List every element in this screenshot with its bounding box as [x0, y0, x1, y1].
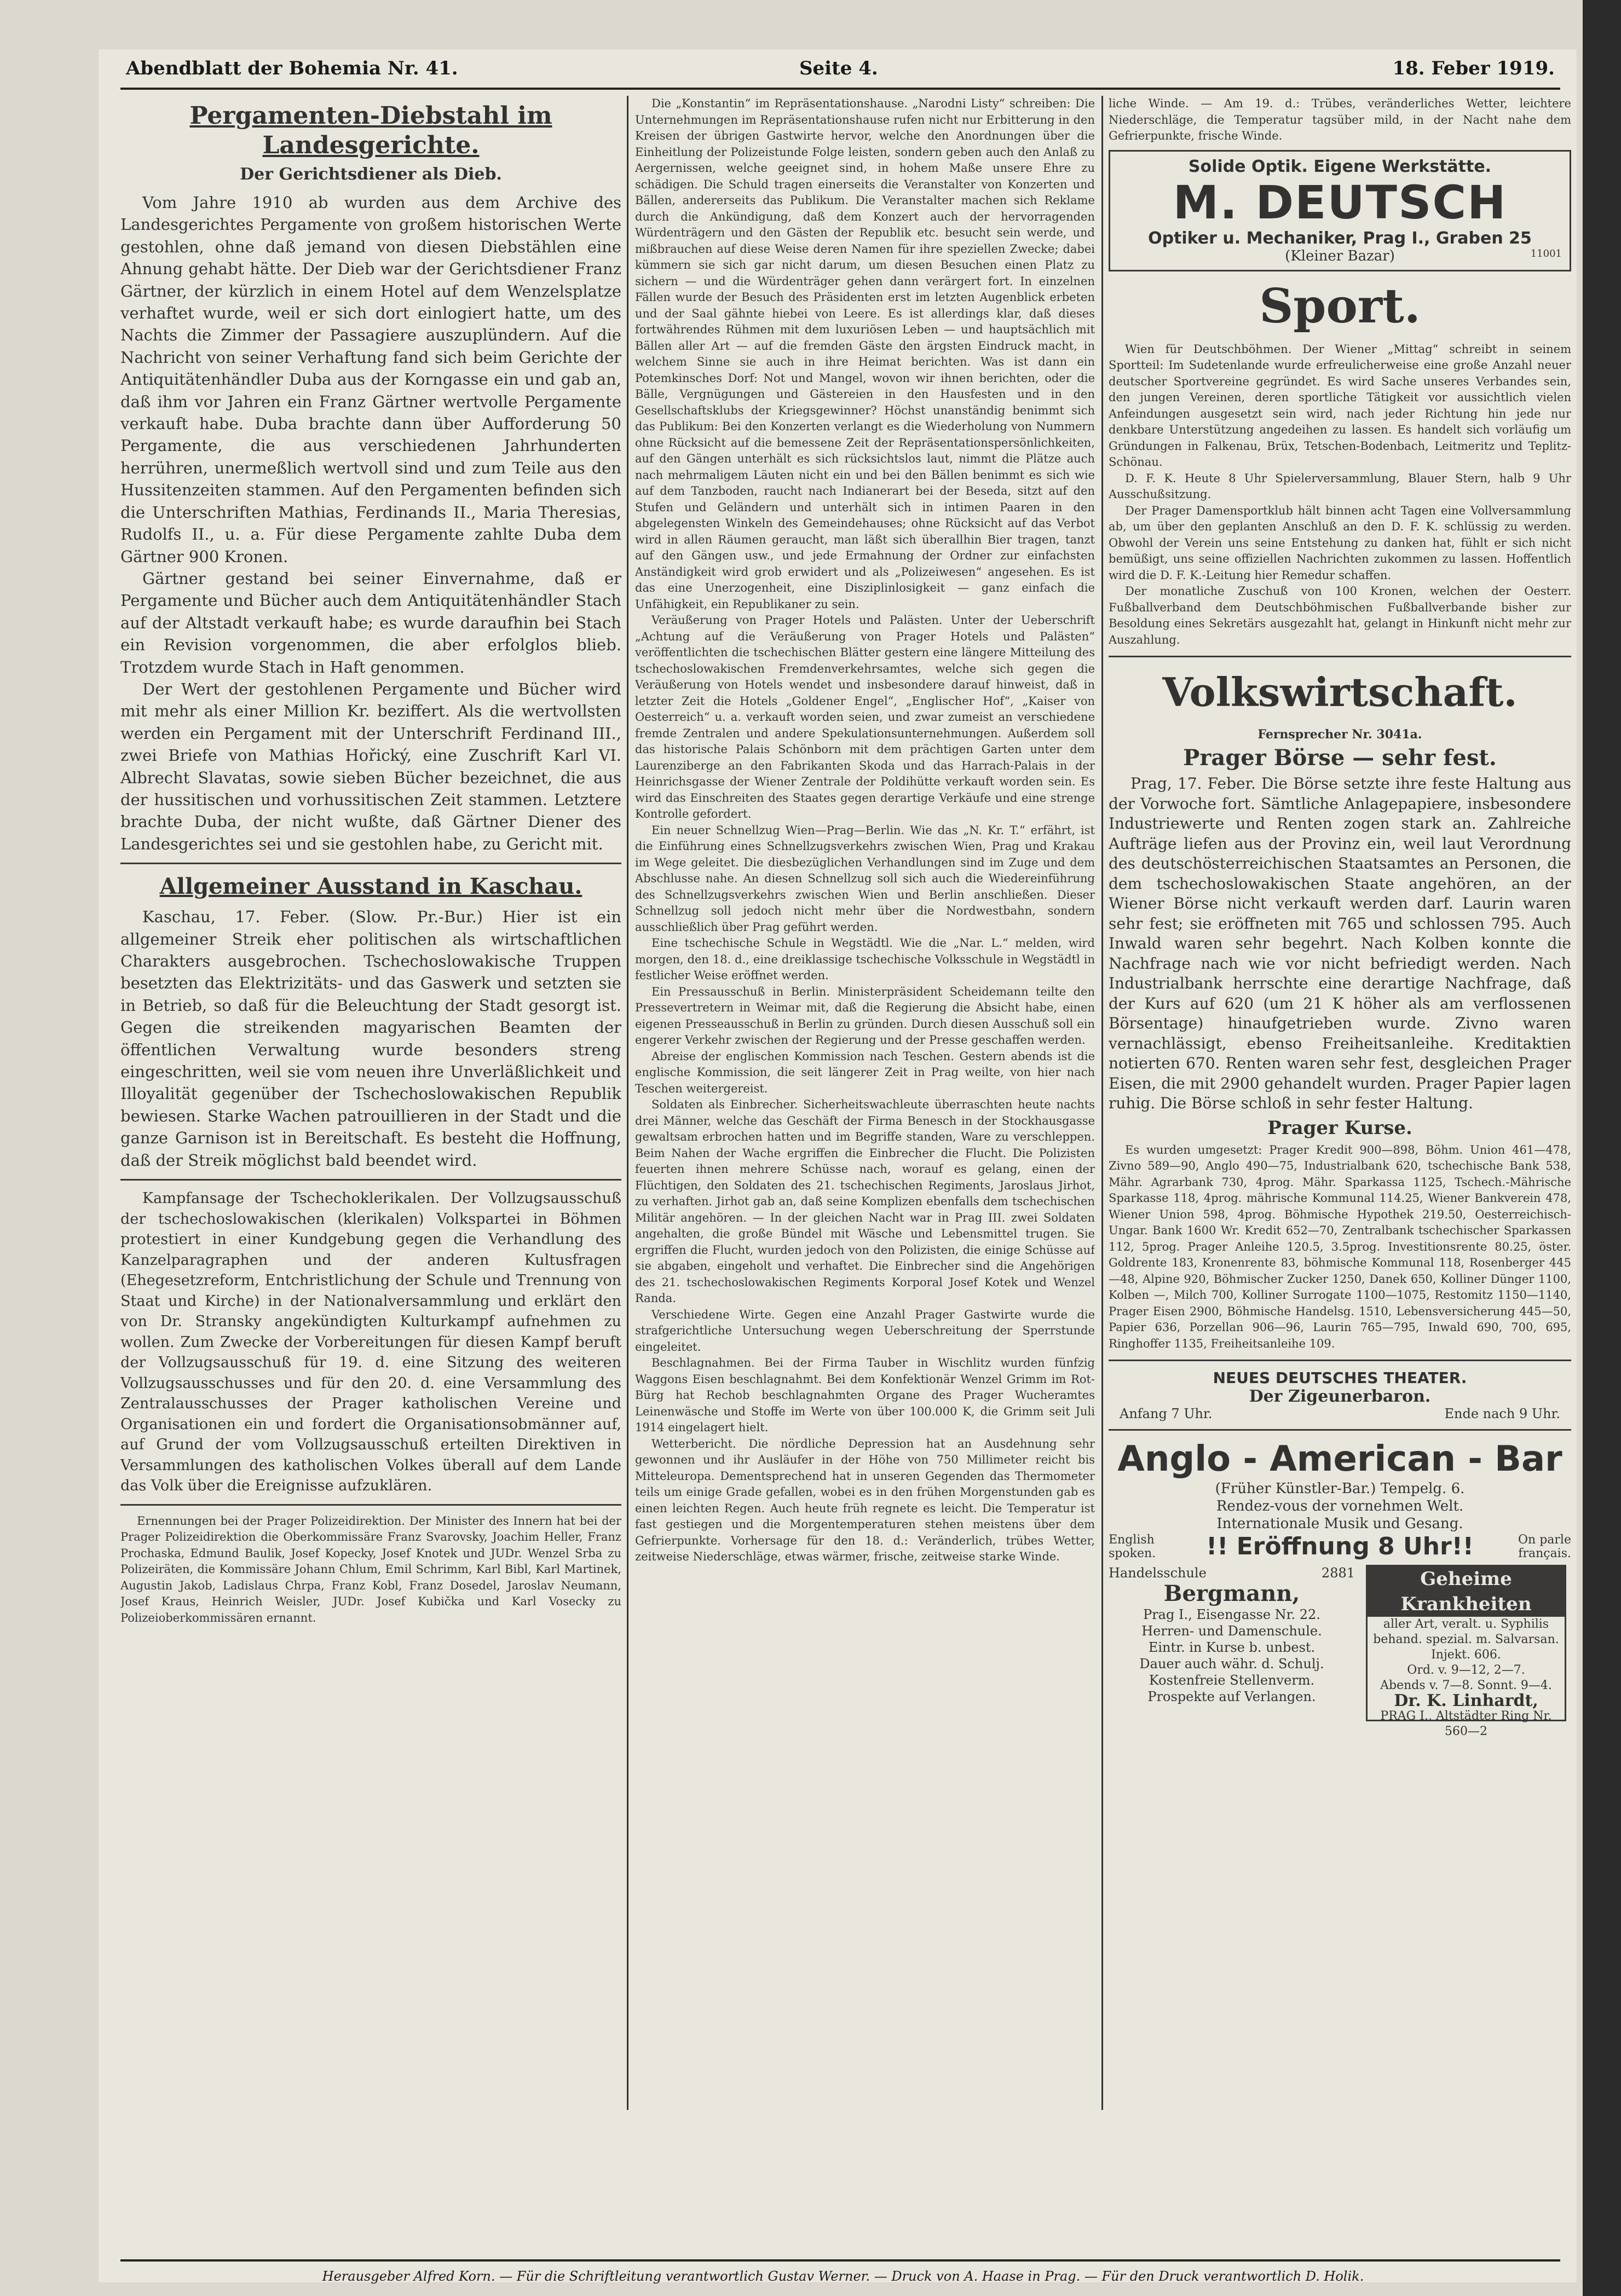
news-item: Eine tschechische Schule in Wegstädtl. Wie die „Nar. L.“ melden, wird morgen, den 18. d., eine dreiklassige tschechische Volksschule in Wegstädtl in festlicher Weise eröffnet werden. [635, 936, 1095, 982]
ad-anglo-french: On parle français. [1518, 1532, 1571, 1560]
article-body-ernennungen [120, 1513, 621, 1627]
paragraph: Es wurden umgesetzt: Prager Kredit 900—898, Böhm. Union 461—478, Zivno 589—90, Anglo 490—75, Industrialbank 620, tschechische Bank 538, Mähr. Agrarbank 730, 4prog. Mähr. Sparkassa 1125, Tschech.-Mährische Sparkasse 118, 4prog. mährische Kommunal 114.25, Wiener Bankverein 478, Wiener Union 598, 4prog. Böhmische Hypothek 219.50, Oesterreichisch-Ungar. Bank 1600 Wr. Kredit 652—70, Zentralbank tschechischer Sparkassen 112, 5prog. Prager Anleihe 120.5, 3.5prog. Investitionsrente 80.25, öster. Goldrente 183, Kronenrente 83, böhmische Kommunal 118, Rosenberger 445—48, Alpine 920, Böhmischer Zucker 1250, Danek 650, Kolliner Dünger 1100, Kolben —, Milch 700, Kolliner Surrogate 1100—1075, Restomitz 1150—1140, Prager Eisen 2900, Böhmische Handelsg. 1510, Lebensversicherung 445—50, Papier 636, Porzellan 906—96, Laurin 765—795, Inwald 690, 700, 695, Ringhoffer 1135, Freiheitsanleihe 109. [1109, 1143, 1571, 1350]
boerse-title: Prager Börse — sehr fest. [1183, 745, 1497, 771]
ad-anglo-line2: Rendez-vous der vornehmen Welt. [1216, 1498, 1464, 1514]
news-item: Verschiedene Wirte. Gegen eine Anzahl Prager Gastwirte wurde die strafgerichtliche Untersuchung wegen Ueberschreitung der Sperrstunde eingeleitet. [635, 1308, 1095, 1354]
header-center: Seite 4. [799, 57, 878, 79]
article-title-pergamente: Pergamenten-Diebstahl im Landesgerichte. [189, 102, 552, 159]
ad-deutsch-code: 11001 [1530, 247, 1562, 259]
paragraph: Kaschau, 17. Feber. (Slow. Pr.-Bur.) Hier ist ein allgemeiner Streik eher politischen als wirtschaftlichen Charakters ausgebrochen. Tschechoslowakische Truppen besetzten das Elektrizitäts- und das Gaswerk und setzten sie in Betrieb, so daß für die Beleuchtung der Stadt gesorgt ist. Gegen die streikenden magyarischen Beamten der öffentlichen Verwaltung wurde besonders streng eingeschritten, weil sie vom neuen ihre Unverläßlichkeit und Illoyalität gegenüber der Tschechoslowakischen Republik bewiesen. Starke Wachen patrouillieren in der Stadt und die ganze Garnison ist in Bereitschaft. Es besteht die Hoffnung, daß der Streik möglichst bald beendet wird. [120, 907, 621, 1170]
header-left: Abendblatt der Bohemia Nr. 41. [126, 57, 458, 79]
ad-handel-line: Dauer auch währ. d. Schulj. [1139, 1656, 1324, 1672]
news-item: Die „Konstantin“ im Repräsentationshause. „Narodni Listy“ schreiben: Die Unternehmungen im Repräsentationshause rufen nicht nur Erbitterung in den Kreisen der übrigen Gastwirte hervor, welche den Anordnungen über die Einheitlung der Polizeistunde Folge leisten, sondern geben auch den Anlaß zu Aergernissen, welche geeignet sind, in hohem Maße unsere Ehre zu schädigen. Die Schuld tragen einerseits die Veranstalter von Konzerten und Bällen, andererseits das Publikum. Die Veranstalter machen sich Reklame durch die Ankündigung, daß dem Konzert auch der hervorragenden Würdenträgern und den Gästen der Republik etc. besucht sein werde, und mißbrauchen auf diese Weise deren Namen für ihre speziellen Zwecke; dabei kümmern sie sich gar nicht darum, um diesen Besuchen einen Platz zu sichern — und die Würdenträger gehen dann verärgert fort. In einzelnen Fällen wurde der Besuch des Präsidenten erst im letzten Augenblick erbeten und der Saal gähnte hiebei von Leere. Es ist allerdings klar, daß dieses fortwährendes Rühmen mit dem luxuriösen Leben — und hauptsächlich mit Bällen aller Art — auf die fremden Gäste den ärgsten Eindruck macht, in welchem Sinne sie auch in ihre Heimat berichten. Was ist dann ein Potemkinsches Dorf: Not und Mangel, wovon wir ihnen berichten, oder die Bälle, Vergnügungen und Gästereien in den Hausfesten und in den Gesellschaftsklubs der Kriegsgewinner? Höchst unanständig benimmt sich das Publikum: Bei den Konzerten verlangt es die Wiederholung von Nummern ohne Rücksicht auf die bemessene Zeit der Repräsentationspersönlichkeiten, auf den Gängen unterhält es sich rücksichtslos laut, nimmt die Plätze auch nach mehrmaligem Läuten nicht ein und bei den Bällen benimmt es sich wie auf dem Tanzboden, raucht nach Indianerart bei der Beseda, sitzt auf den Stufen und Geländern und unterhält sich in intimen Paaren in den abgelegensten Winkeln des Gemeindehauses; ohne Rücksicht auf das Verbot wird in allen Räumen geraucht, man läßt sich überallhin Bier tragen, tanzt auf den Gängen usw., und jede Ermahnung der Ordner zur einfachsten Anständigkeit wird grob erwidert und als „Polizeiwesen“ angesehen. Es ist das eine Unerzogenheit, eine Disziplinlosigkeit — ganz einfach die Unfähigkeit, ein Republikaner zu sein. [635, 97, 1095, 611]
paragraph: Der Wert der gestohlenen Pergamente und Bücher wird mit mehr als einer Million Kr. beziffert. Als die wertvollsten werden ein Pergament mit der Unterschrift Ferdinand III., zwei Briefe von Mathias Hořický, eine Zuschrift Karl VI. Albrecht Slavatas, sowie sieben Bücher bezeichnet, die aus der hussitischen und vorhussitischen Zeit stammen. Letztere brachte Duba, der nicht wußte, daß Gärtner Diener des Landesgerichtes sei und sie gestohlen habe, zu Gericht mit. [120, 679, 621, 853]
ad-linhardt-line: aller Art, veralt. u. Syphilis behand. spezial. m. Salvarsan. Injekt. 606. [1373, 1617, 1559, 1662]
article-title-kaschau: Allgemeiner Ausstand in Kaschau. [159, 874, 582, 900]
theater-end: Ende nach 9 Uhr. [1444, 1406, 1560, 1421]
theater-title: NEUES DEUTSCHES THEATER. [1213, 1369, 1467, 1387]
ad-anglo-line3: Internationale Musik und Gesang. [1216, 1516, 1463, 1532]
column-2 [635, 96, 1095, 2121]
page-edge [1583, 0, 1621, 2296]
ad-anglo-details [1109, 1480, 1571, 1532]
ad-handelsschule [1109, 1565, 1355, 1705]
ad-handel-top [1109, 1565, 1355, 1581]
ad-handel-line: Kostenfreie Stellenverm. [1149, 1673, 1315, 1688]
footer-rule [120, 2259, 1560, 2262]
ad-handel-type: Handelsschule [1109, 1565, 1207, 1581]
kurse-list [1109, 1142, 1571, 1352]
ad-handel-line: Herren- und Damenschule. [1141, 1623, 1322, 1639]
separator [120, 1179, 621, 1181]
ad-anglo-open: !! Eröffnung 8 Uhr!! [1206, 1532, 1474, 1560]
paragraph: Vom Jahre 1910 ab wurden aus dem Archive des Landesgerichtes Pergamente von großem historischen Werte gestohlen, ohne daß jemand von diesen Diebstählen eine Ahnung gehabt hätte. Der Dieb war der Gerichtsdiener Franz Gärtner, der kürzlich in einem Hotel auf dem Wenzelsplatze verhaftet wurde, weil er sich dort einlogiert hatte, um des Nachts die Zimmer der Passagiere auszuplündern. Auf die Nachricht von seiner Verhaftung fand sich beim Gerichte der Antiquitätenhändler Duba aus der Korngasse ein und gab an, daß ihm vor Jahren ein Franz Gärtner wertvolle Pergamente verkauft habe. Duba brachte dann über Aufforderung 50 Pergamente, die aus verschiedenen Jahrhunderten herrühren, unermeßlich wertvoll sind und zum Teile aus den Hussitenzeiten stammen. Auf den Pergamenten befinden sich die Unterschriften Mathias, Ferdinands II., Maria Theresias, Rudolfs II., u. a. Für diese Pergamente zahlte Duba dem Gärtner 900 Kronen. [120, 193, 621, 566]
paragraph: Wien für Deutschböhmen. Der Wiener „Mittag“ schreibt in seinem Sportteil: Im Sudetenlande wurde erfreulicherweise eine große Anzahl neuer deutscher Sportvereine gegründet. Es wird Sache unseres Verbandes sein, den jungen Vereinen, deren sportliche Tätigkeit vor aussichtlich vielen Anfeindungen ausgesetzt sein wird, nach jeder Richtung hin jede nur denkbare Unterstützung angedeihen zu lassen. Es handelt sich vorläufig um Gründungen in Falkenau, Brüx, Tetschen-Bodenbach, Leitmeritz und Teplitz-Schönau. [1109, 342, 1571, 469]
ad-linhardt-line: Ord. v. 9—12, 2—7. [1407, 1663, 1525, 1677]
paragraph: D. F. K. Heute 8 Uhr Spielerversammlung, Blauer Stern, halb 9 Uhr Ausschußsitzung. [1109, 471, 1571, 501]
page-footer: Herausgeber Alfred Korn. — Für die Schriftleitung verantwortlich Gustav Werner. — Druck von A. Haase in Prag. — Für den Druck verantwortlich D. Holik. [322, 2269, 1364, 2284]
section-title-sport: Sport. [1259, 278, 1421, 334]
ad-linhardt [1366, 1565, 1566, 1738]
ad-linhardt-title: Geheime Krankheiten [1368, 1566, 1565, 1617]
ad-anglo-name: Anglo - American - Bar [1117, 1439, 1562, 1479]
ad-anglo-opening [1109, 1532, 1571, 1560]
column-3 [1109, 96, 1571, 2121]
separator [1109, 656, 1571, 657]
ad-deutsch-name: M. DEUTSCH [1173, 175, 1507, 229]
ad-handel-line: Eintr. in Kurse b. unbest. [1148, 1640, 1316, 1655]
column-divider-1 [627, 96, 628, 2110]
kurse-title: Prager Kurse. [1267, 1117, 1412, 1139]
paragraph: Kampfansage der Tschechoklerikalen. Der Vollzugsausschuß der tschechoslowakischen (klerikalen) Volkspartei in Böhmen protestiert in einer Kundgebung gegen die Verhandlung des Kanzelparagraphen und der anderen Kultusfragen (Ehegesetzreform, Entchristlichung der Schule und Trennung von Staat und Kirche) in der Nationalversammlung und erklärt den von Dr. Stransky angekündigten Kulturkampf aufnehmen zu wollen. Zum Zwecke der Vorbereitungen für diesen Kampf beruft der Vollzugsausschuß für 19. d. eine Sitzung des weiteren Vollzugsausschusses und für den 20. d. eine Versammlung des Zentralausschusses der Prager katholischen Vereine und Organisationen ein und fordert die Organisationsobmänner auf, auf Grund der vom Vollzugsausschuß erteilten Direktiven in Versammlungen des katholischen Volkes überall auf dem Lande das Volk über die Ereignisse aufzuklären. [120, 1190, 621, 1495]
ad-anglo-english: English spoken. [1109, 1532, 1156, 1560]
separator [120, 1504, 621, 1506]
ad-deutsch-top: Solide Optik. Eigene Werkstätte. [1188, 157, 1492, 176]
theater-play: Der Zigeunerbaron. [1249, 1387, 1431, 1406]
article-body-kampfansage [120, 1188, 621, 1496]
weather-continuation [1109, 96, 1571, 144]
ad-linhardt-line: Abends v. 7—8. Sonnt. 9—4. [1380, 1679, 1552, 1692]
ad-handel-name: Bergmann, [1163, 1581, 1300, 1606]
section-title-volkswirtschaft: Volkswirtschaft. [1162, 669, 1518, 715]
ad-anglo-line1: (Früher Künstler-Bar.) Tempelg. 6. [1215, 1480, 1465, 1497]
paragraph: Gärtner gestand bei seiner Einvernahme, daß er Pergamente und Bücher auch dem Antiquitätenhändler Stach auf der Altstadt verkauft habe; es wurde daraufhin bei Stach ein Revision vorgenommen, die aber erfolglos blieb. Trotzdem wurde Stach in Haft genommen. [120, 569, 621, 676]
separator [1109, 1429, 1571, 1431]
paragraph: Der Prager Damensportklub hält binnen acht Tagen eine Vollversammlung ab, um über den geplanten Anschluß an den D. F. K. schlüssig zu werden. Obwohl der Verein uns seine Entstehung zu danken hat, fühlt er sich nicht bemüßigt, uns seine offiziellen Nachrichten zukommen zu lassen. Hoffentlich wird die D. F. K.-Leitung hier Remedur schaffen. [1109, 504, 1571, 582]
paragraph: Prag, 17. Feber. Die Börse setzte ihre feste Haltung aus der Vorwoche fort. Sämtliche Anlagepapiere, insbesondere Industriewerte und Renten zogen stark an. Zahlreiche Aufträge liefen aus der Provinz ein, weil laut Verordnung des deutschösterreichischen Staatsamtes an Personen, die dem tschechoslowakischen Staate angehören, an der Wiener Börse nicht verkauft werden darf. Laurin waren sehr fest; sie eröffneten mit 765 und schlossen 795. Auch Inwald waren sehr begehrt. Nach Kolben konnte die Nachfrage nach wie vor nicht befriedigt werden. Nach Industrialbank herrschte eine derartige Nachfrage, daß der Kurs auf 620 (um 21 K höher als am verflossenen Börsentage) hinaufgetrieben wurde. Zivno waren vernachlässigt, ebenso Freiheitsanleihe. Kreditaktien notierten 670. Renten waren sehr fest, desgleichen Prager Eisen, die mit 2900 gehandelt wurden. Prager Papier lagen ruhig. Die Börse schloß in sehr fester Haltung. [1109, 774, 1571, 1112]
column-1 [120, 96, 621, 2121]
separator [120, 863, 621, 864]
theater-start: Anfang 7 Uhr. [1120, 1406, 1213, 1421]
paragraph: liche Winde. — Am 19. d.: Trübes, veränderliches Wetter, leichtere Niederschläge, die Temperatur tagsüber mild, in der Nacht nahe dem Gefrierpunkte, frische Winde. [1109, 97, 1571, 142]
article-subtitle-pergamente: Der Gerichtsdiener als Dieb. [240, 165, 502, 184]
news-item: Ein Pressausschuß in Berlin. Ministerpräsident Scheidemann teilte den Pressevertretern in Weimar mit, daß die Regierung die Absicht habe, einen eigenen Presseausschuß in Berlin zu gründen. Durch diesen Ausschuß soll ein engerer Verkehr zwischen der Regierung und der Presse geschaffen werden. [635, 985, 1095, 1046]
column-divider-2 [1101, 96, 1103, 2110]
news-item: Veräußerung von Prager Hotels und Palästen. Unter der Ueberschrift „Achtung auf die Veräußerung von Prager Hotels und Palästen“ veröffentlichten die tschechischen Blätter gestern eine längere Mitteilung des tschechoslowakischen Fremdenverkehrsamtes, welche sich gegen die Veräußerung von Hotels wendet und insbesondere darauf hinweist, daß in letzter Zeit die Hotels „Goldener Engel“, „Englischer Hof“, „Kaiser von Oesterreich“ u. a. verkauft worden seien, und zwar zumeist an verschiedene fremde Zentralen und andere Spekulationsunternehmungen. Außerdem soll das historische Palais Schönborn mit dem prächtigen Garten unter dem Laurenziberge an den Fabrikanten Skoda und das Harrach-Palais in der Heinrichsgasse der Wiener Zentrale der Poldihütte verkauft worden sein. Es wird das Einschreiten des Staates gegen derartige Verkäufe und eine strenge Kontrolle gefordert. [635, 614, 1095, 820]
ad-linhardt-address: PRAG I., Altstädter Ring Nr. 560—2 [1380, 1709, 1552, 1738]
ad-deutsch-bazar: (Kleiner Bazar) [1285, 247, 1395, 264]
article-body-kaschau [120, 906, 621, 1171]
ad-row-bottom [1109, 1565, 1571, 1738]
ad-deutsch [1109, 150, 1571, 271]
ad-handel-line: Prospekte auf Verlangen. [1147, 1689, 1316, 1704]
news-item: Wetterbericht. Die nördliche Depression hat an Ausdehnung sehr gewonnen und ihr Ausläufer in der Höhe von 750 Millimeter reicht bis Mitteleuropa. Dementsprechend hat in unseren Gegenden das Thermometer teils um einige Grade gefallen, wobei es in den frühen Morgenstunden gab es einen leichten Regen. Auch heute früh regnete es leicht. Die Temperatur ist fast gestiegen und die Morgentemperaturen stehen meistens über dem Gefrierpunkte. Vorhersage für den 18. d.: Veränderlich, trübes Wetter, zeitweise Niederschläge, etwas wärmer, frische, zeitweise starke Winde. [635, 1437, 1095, 1563]
sport-section [1109, 342, 1571, 649]
boerse-report [1109, 774, 1571, 1114]
ad-deutsch-sub [1118, 248, 1562, 264]
theater-times [1109, 1406, 1571, 1421]
separator [1109, 1360, 1571, 1361]
paragraph: Der monatliche Zuschuß von 100 Kronen, welchen der Oesterr. Fußballverband dem Deutschböhmischen Fußballverbande bisher zur Besoldung eines Sekretärs ausgezahlt hat, gelangt in Hinkunft nicht mehr zur Auszahlung. [1109, 585, 1571, 646]
news-item: Beschlagnahmen. Bei der Firma Tauber in Wischlitz wurden fünfzig Waggons Eisen beschlagnahmt. Bei dem Konfektionär Wenzel Grimm im Rot-Bürg hat Rechob beschlagnahmten Organe des Prager Wucheramtes Leinenwäsche und Stoffe im Werte von über 100.000 K, die Grimm seit Juli 1914 eingelagert hielt. [635, 1356, 1095, 1434]
ad-handel-code: 2881 [1321, 1565, 1355, 1581]
header-right: 18. Feber 1919. [1392, 57, 1555, 79]
news-item: Abreise der englischen Kommission nach Teschen. Gestern abends ist die englische Kommission, die seit längerer Zeit in Prag weilte, von hier nach Teschen weitergereist. [635, 1049, 1095, 1095]
news-item: Soldaten als Einbrecher. Sicherheitswachleute überraschten heute nachts drei Männer, welche das Geschäft der Firma Benesch in der Stockhausgasse gewaltsam erbrochen hatten und im Begriffe standen, Ware zu verschleppen. Beim Nahen der Wache ergriffen die Einbrecher die Flucht. Die Polizisten feuerten ihnen mehrere Schüsse nach, worauf es gelang, einen der Flüchtigen, den Soldaten des 21. tschechischen Regiments, Jaroslaus Jirhot, zu verhaften. Jirhot gab an, daß seine Komplizen ebenfalls dem tschechischen Militär angehören. — In der gleichen Nacht war in Prag III. zwei Soldaten angehalten, die große Bündel mit Wäsche und Lebensmittel trugen. Sie ergriffen die Flucht, wurden jedoch von den Polizisten, die einige Schüsse auf sie abgaben, eingeholt und verhaftet. Die Einbrecher sind die Angehörigen des 21. tschechoslowakischen Regiments Korporal Josef Kotek und Wenzel Randa. [635, 1098, 1095, 1305]
paragraph: Ernennungen bei der Prager Polizeidirektion. Der Minister des Innern hat bei der Prager Polizeidirektion die Oberkommissäre Franz Svarovsky, Joachim Heller, Franz Prochaska, Edmund Baulik, Josef Kopecky, Josef Knotek und JUDr. Wenzel Srba zu Polizeiräten, die Kommissäre Johann Chlum, Emil Schrimm, Karl Bibl, Karl Martinek, Augustin Jakob, Ladislaus Chrpa, Franz Kobl, Franz Dosedel, Jaroslav Neumann, Josef Kraus, Heinrich Weisler, JUDr. Josef Kubička und Karl Vosecky zu Polizeioberkommissären ernannt. [120, 1514, 621, 1624]
page-header [126, 57, 1555, 85]
phone-number: Fernsprecher Nr. 3041a. [1257, 727, 1422, 742]
ad-handel-line: Prag I., Eisengasse Nr. 22. [1143, 1607, 1320, 1622]
ad-deutsch-address: Optiker u. Mechaniker, Prag I., Graben 25 [1148, 228, 1532, 248]
header-rule [120, 88, 1560, 90]
ad-linhardt-name: Dr. K. Linhardt, [1394, 1691, 1538, 1710]
article-body-pergamente [120, 192, 621, 855]
news-item: Ein neuer Schnellzug Wien—Prag—Berlin. Wie das „N. Kr. T.“ erfährt, ist die Einführung eines Schnellzugsverkehrs zwischen Wien, Prag und Krakau im Wege geleitet. Die diesbezüglichen Verhandlungen sind im Zuge und dem Abschlusse nahe. An diesen Schnellzug soll sich auch die Wiedereinführung des Schnellzugsverkehrs zwischen Wien und Berlin anschließen. Dieser Schnellzug soll jedoch nicht mehr über die Nordwestbahn, sondern ausschließlich über Prag geführt werden. [635, 823, 1095, 934]
